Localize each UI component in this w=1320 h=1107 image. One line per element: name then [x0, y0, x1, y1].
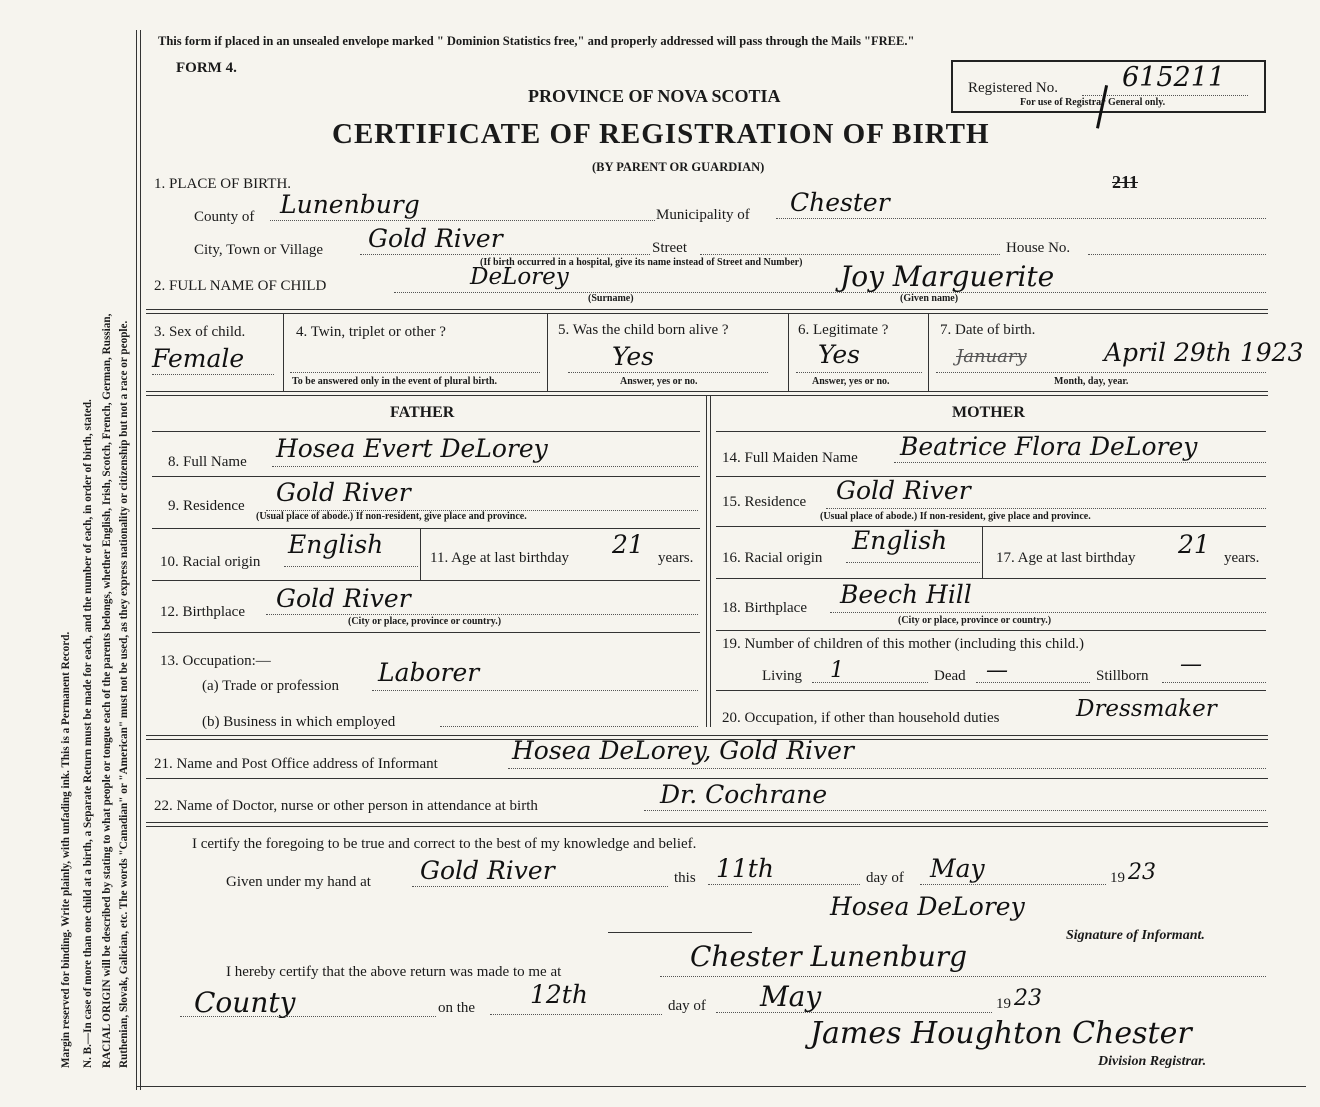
divider [706, 395, 707, 727]
registrar-signature: James Houghton Chester [810, 1016, 1192, 1051]
rule [146, 778, 1268, 779]
trade-value: Laborer [378, 658, 480, 687]
divider [283, 313, 284, 391]
stillborn-value: — [1180, 652, 1202, 677]
mother-res-value: Gold River [836, 476, 971, 505]
given-year: 23 [1128, 860, 1156, 885]
page-subtitle: (BY PARENT OR GUARDIAN) [592, 160, 765, 174]
child-name-label: 2. FULL NAME OF CHILD [154, 278, 327, 294]
city-value: Gold River [368, 224, 503, 253]
given-caption: (Given name) [900, 293, 959, 304]
father-occ-label: 13. Occupation:— [160, 653, 271, 669]
dob-line [936, 372, 1266, 373]
rule [146, 309, 1268, 310]
twin-line [290, 372, 540, 373]
sex-label: 3. Sex of child. [154, 324, 246, 340]
registrar-month-line [716, 1012, 992, 1013]
margin-rule [136, 30, 137, 1090]
child-name-line [394, 292, 1266, 293]
mother-res-caption: (Usual place of abode.) If non-resident, give place and province. [820, 511, 1091, 522]
father-bp-label: 12. Birthplace [160, 604, 245, 620]
registrar-day: 12th [530, 980, 588, 1009]
mother-res-label: 15. Residence [722, 494, 807, 510]
legit-caption: Answer, yes or no. [812, 376, 890, 387]
mail-notice: This form if placed in an unsealed envelope marked " Dominion Statistics free," and properly addressed will pass through the Mails "FREE." [158, 34, 915, 48]
hospital-note: (If birth occurred in a hospital, give its name instead of Street and Number) [480, 257, 803, 268]
given-place-line [412, 886, 668, 887]
rule [146, 826, 1268, 827]
trade-line [372, 690, 698, 691]
rule [152, 431, 700, 432]
divider [547, 313, 548, 391]
divider [788, 313, 789, 391]
margin-racial-note: RACIAL ORIGIN will be described by stating to what people or tongue each of the parents belongs, whether English, Irish, Scotch, French, German, Russian, [101, 313, 113, 1068]
sex-value: Female [152, 344, 245, 373]
registered-label: Registered No. [968, 80, 1058, 96]
mother-age-unit: years. [1224, 550, 1260, 566]
living-line [812, 682, 928, 683]
dead-value: — [986, 658, 1008, 683]
father-res-value: Gold River [276, 478, 411, 507]
municipality-line [776, 218, 1266, 219]
dead-line [976, 682, 1090, 683]
county-line [270, 220, 655, 221]
doctor-line [644, 810, 1266, 811]
mother-race-label: 16. Racial origin [722, 550, 823, 566]
mother-occ-label: 20. Occupation, if other than household duties [722, 710, 1000, 726]
mother-age-value: 21 [1178, 530, 1210, 559]
twin-label: 4. Twin, triplet or other ? [296, 324, 446, 340]
informant-line [508, 768, 1266, 769]
dob-caption: Month, day, year. [1054, 376, 1129, 387]
legit-value: Yes [818, 340, 860, 369]
mother-res-line [826, 508, 1266, 509]
registrar-use-note: For use of Registrar General only. [1020, 97, 1166, 108]
mother-bp-line [830, 612, 1266, 613]
child-surname: DeLorey [470, 264, 569, 290]
twin-caption: To be answered only in the event of plural birth. [292, 376, 498, 387]
rule [716, 476, 1266, 477]
municipality-label: Municipality of [656, 207, 750, 223]
father-age-label: 11. Age at last birthday [430, 550, 569, 566]
trade-label: (a) Trade or profession [202, 678, 340, 694]
father-res-caption: (Usual place of abode.) If non-resident, give place and province. [256, 511, 527, 522]
certify-statement: I certify the foregoing to be true and correct to the best of my knowledge and belief. [192, 836, 697, 852]
registrar-county: County [194, 986, 296, 1019]
rule [146, 395, 1268, 396]
father-name-value: Hosea Evert DeLorey [276, 434, 548, 463]
legit-line [796, 372, 922, 373]
municipality-value: Chester [790, 188, 890, 217]
father-race-value: English [288, 530, 384, 559]
given-month: May [930, 854, 985, 883]
mother-bp-caption: (City or place, province or country.) [898, 615, 1052, 626]
mother-bp-label: 18. Birthplace [722, 600, 807, 616]
father-race-line [284, 566, 418, 567]
informant-label: 21. Name and Post Office address of Informant [154, 756, 438, 772]
dob-label: 7. Date of birth. [940, 322, 1036, 338]
mother-heading: MOTHER [952, 404, 1025, 421]
corner-mark: 211 [1112, 172, 1139, 192]
page-title: CERTIFICATE OF REGISTRATION OF BIRTH [332, 118, 990, 150]
mother-race-value: English [852, 526, 948, 555]
mother-name-line [894, 462, 1266, 463]
dob-value: April 29th 1923 [1104, 338, 1304, 367]
street-line [700, 254, 1000, 255]
rule [716, 526, 1266, 527]
registrar-place: Chester Lunenburg [690, 940, 968, 973]
registrar-day-of: day of [668, 998, 706, 1014]
business-label: (b) Business in which employed [202, 714, 396, 730]
divider [420, 528, 421, 580]
legit-label: 6. Legitimate ? [798, 322, 889, 338]
registrar-day-line [490, 1014, 662, 1015]
house-line [1088, 254, 1266, 255]
father-bp-caption: (City or place, province or country.) [348, 616, 502, 627]
rule [152, 580, 700, 581]
rule [152, 476, 700, 477]
form-number: FORM 4. [176, 60, 237, 76]
rule [716, 630, 1266, 631]
county-value: Lunenburg [280, 190, 420, 219]
mother-race-line [846, 562, 980, 563]
registrar-statement: I hereby certify that the above return was made to me at [226, 964, 562, 980]
stillborn-label: Stillborn [1096, 668, 1149, 684]
given-day: 11th [716, 854, 774, 883]
child-given-name: Joy Marguerite [840, 260, 1055, 293]
doctor-label: 22. Name of Doctor, nurse or other person in attendance at birth [154, 798, 538, 814]
registered-number: 615211 [1122, 62, 1226, 93]
stillborn-line [1162, 682, 1266, 683]
father-res-label: 9. Residence [168, 498, 245, 514]
rule [146, 822, 1268, 823]
given-month-line [920, 884, 1106, 885]
registered-line [1082, 95, 1248, 96]
margin-racial-note-cont: Ruthenian, Slovak, Galician, etc. The words "Canadian" or "American" must not be used, as they express nationality or citizenship but not a race or people. [118, 320, 130, 1068]
on-the-label: on the [438, 1000, 476, 1016]
registrar-month: May [760, 980, 822, 1013]
registrar-year-prefix: 19 [996, 996, 1011, 1012]
doctor-value: Dr. Cochrane [660, 780, 828, 809]
registrar-county-line [180, 1016, 436, 1017]
father-age-unit: years. [658, 550, 694, 566]
day-of-label: day of [866, 870, 904, 886]
margin-rule-inner [140, 30, 141, 1090]
house-label: House No. [1006, 240, 1071, 256]
informant-value: Hosea DeLorey, Gold River [512, 736, 854, 765]
dead-label: Dead [934, 668, 966, 684]
city-label: City, Town or Village [194, 242, 324, 258]
margin-nb-note: N. B.—In case of more than one child at a birth, a Separate Return must be made for each, and the number of each, in order of birth, stated. [82, 399, 94, 1068]
given-place: Gold River [420, 856, 555, 885]
bottom-rule [136, 1086, 1306, 1087]
mother-name-value: Beatrice Flora DeLorey [900, 432, 1198, 461]
alive-value: Yes [612, 342, 654, 371]
registrar-caption: Division Registrar. [1098, 1054, 1207, 1069]
sex-line [152, 374, 274, 375]
rule [716, 578, 1266, 579]
given-day-line [708, 884, 860, 885]
alive-caption: Answer, yes or no. [620, 376, 698, 387]
mother-bp-value: Beech Hill [840, 580, 972, 609]
informant-signature: Hosea DeLorey [830, 892, 1025, 921]
dob-struck: January [956, 346, 1027, 367]
registrar-year: 23 [1014, 986, 1042, 1011]
county-label: County of [194, 209, 255, 225]
father-name-line [272, 466, 698, 467]
father-bp-value: Gold River [276, 584, 411, 613]
divider [710, 395, 711, 727]
father-heading: FATHER [390, 404, 455, 421]
registrar-place-line [660, 976, 1266, 977]
rule [152, 528, 700, 529]
rule [152, 632, 700, 633]
living-label: Living [762, 668, 802, 684]
margin-binding-note: Margin reserved for binding. Write plainly, with unfading ink. This is a Permanent Record. [60, 631, 72, 1068]
living-value: 1 [830, 658, 844, 683]
mother-age-label: 17. Age at last birthday [996, 550, 1136, 566]
year-prefix: 19 [1110, 870, 1125, 886]
given-label: Given under my hand at [226, 874, 371, 890]
alive-label: 5. Was the child born alive ? [558, 322, 729, 338]
city-line [360, 254, 650, 255]
mother-occ-value: Dressmaker [1076, 696, 1217, 722]
signature-line [608, 932, 752, 933]
father-name-label: 8. Full Name [168, 454, 247, 470]
children-label: 19. Number of children of this mother (including this child.) [722, 636, 1085, 652]
rule [716, 690, 1266, 691]
rule [146, 391, 1268, 392]
father-bp-line [266, 614, 698, 615]
province-heading: PROVINCE OF NOVA SCOTIA [528, 86, 781, 106]
mother-name-label: 14. Full Maiden Name [722, 450, 858, 466]
this-label: this [674, 870, 696, 886]
place-of-birth-heading: 1. PLACE OF BIRTH. [154, 176, 292, 192]
surname-caption: (Surname) [588, 293, 634, 304]
alive-line [568, 372, 768, 373]
divider [982, 526, 983, 578]
street-label: Street [652, 240, 687, 256]
rule [146, 313, 1268, 314]
father-age-value: 21 [612, 530, 644, 559]
divider [928, 313, 929, 391]
signature-caption: Signature of Informant. [1066, 928, 1205, 943]
father-race-label: 10. Racial origin [160, 554, 261, 570]
business-line [440, 726, 698, 727]
